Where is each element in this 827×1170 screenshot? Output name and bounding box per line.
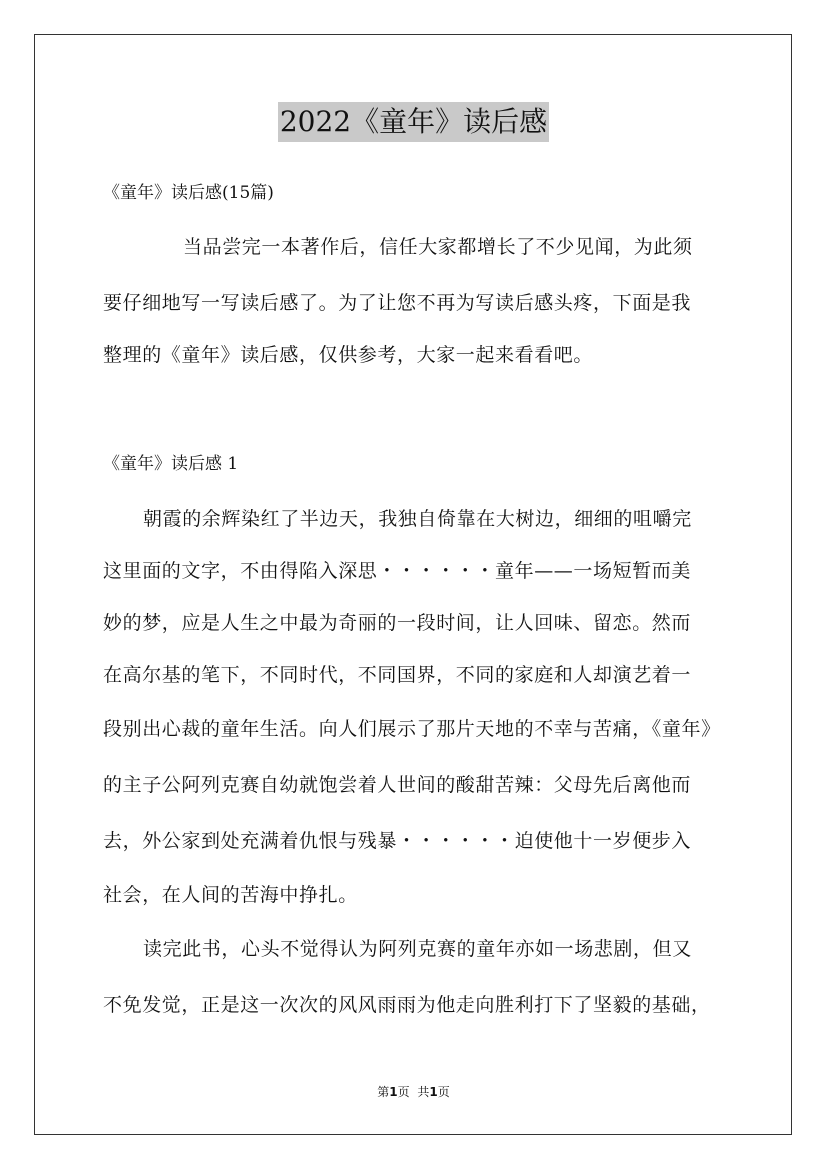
- document-title: 2022《童年》读后感: [278, 102, 549, 142]
- paragraph1-line-2: 这里面的文字，不由得陷入深思・・・・・・童年——一场短暂而美: [103, 560, 692, 582]
- paragraph1-line-7: 去，外公家到处充满着仇恨与残暴・・・・・・迫使他十一岁便步入: [103, 830, 692, 852]
- total-prefix: 共: [417, 1085, 430, 1099]
- page-footer: [0, 1083, 827, 1101]
- paragraph1-line-3: 妙的梦，应是人生之中最为奇丽的一段时间，让人回味、留恋。然而: [103, 612, 692, 634]
- paragraph1-line-5: 段别出心裁的童年生活。向人们展示了那片天地的不幸与苦痛，《童年》: [103, 718, 721, 740]
- document-subtitle: 《童年》读后感(15篇): [103, 183, 274, 203]
- paragraph2-line-1: 读完此书，心头不觉得认为阿列克赛的童年亦如一场悲剧，但又: [143, 938, 692, 960]
- paragraph1-line-4: 在高尔基的笔下，不同时代，不同国界，不同的家庭和人却演艺着一: [103, 664, 692, 686]
- total-suffix: 页: [437, 1085, 450, 1099]
- section-title: 《童年》读后感 1: [103, 454, 239, 474]
- page-prefix: 第: [377, 1085, 390, 1099]
- page-number: 1: [389, 1085, 398, 1099]
- intro-line-3: 整理的《童年》读后感，仅供参考，大家一起来看看吧。: [103, 344, 594, 366]
- intro-line-2: 要仔细地写一写读后感了。为了让您不再为写读后感头疼，下面是我: [103, 292, 692, 314]
- paragraph2-line-2: 不免发觉，正是这一次次的风风雨雨为他走向胜利打下了坚毅的基础，: [103, 994, 711, 1016]
- intro-line-1: 当品尝完一本著作后，信任大家都增长了不少见闻，为此须: [183, 236, 693, 258]
- total-pages: 1: [429, 1085, 438, 1099]
- paragraph1-line-6: 的主子公阿列克赛自幼就饱尝着人世间的酸甜苦辣：父母先后离他而: [103, 774, 692, 796]
- paragraph1-line-8: 社会，在人间的苦海中挣扎。: [103, 884, 358, 906]
- page-suffix: 页: [397, 1085, 410, 1099]
- title-container: [0, 102, 827, 142]
- paragraph1-line-1: 朝霞的余辉染红了半边天，我独自倚靠在大树边，细细的咀嚼完: [143, 508, 692, 530]
